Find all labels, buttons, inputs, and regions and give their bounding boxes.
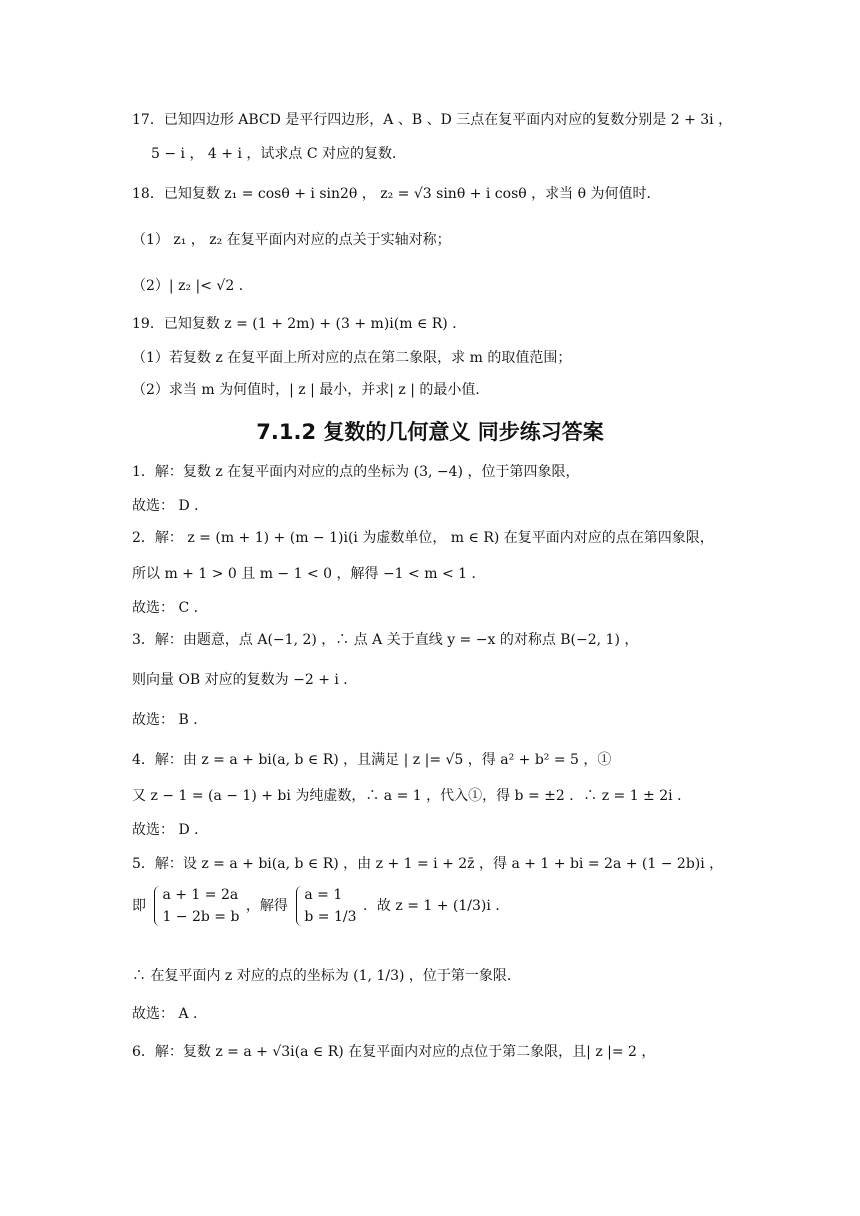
- answer-4-choice: 故选： D ．: [132, 822, 209, 838]
- answer-3-line2: 则向量 OB 对应的复数为 −2 + i ．: [132, 672, 358, 688]
- system-2-row-2: b = 1/3: [304, 909, 357, 925]
- question-17-line2: 5 − i ， 4 + i ，试求点 C 对应的复数．: [151, 146, 406, 162]
- answer-5-prefix: 即: [132, 898, 146, 914]
- answer-6-line1: 6．解：复数 z = a + √3i(a ∈ R) 在复平面内对应的点位于第二象限，且| z |= 2 ，: [132, 1044, 656, 1060]
- answer-5-line1: 5．解：设 z = a + bi(a, b ∈ R) ，由 z + 1 = i + 2z̄ ，得 a + 1 + bi = 2a + (1 − 2b)i ，: [132, 856, 724, 872]
- answers-title: 7.1.2 复数的几何意义 同步练习答案: [256, 420, 604, 444]
- system-2-row-1: a = 1: [304, 887, 343, 903]
- question-19: 19．已知复数 z = (1 + 2m) + (3 + m)i(m ∈ R) ．: [132, 316, 467, 332]
- system-1-row-2: 1 − 2b = b: [162, 909, 240, 925]
- question-18-part1: （1） z₁ ， z₂ 在复平面内对应的点关于实轴对称；: [132, 232, 451, 248]
- answer-1-choice: 故选： D ．: [132, 498, 209, 514]
- question-18-part2: （2）| z₂ |< √2 ．: [132, 278, 253, 294]
- equation-system-2: [294, 884, 356, 928]
- system-1-row-1: a + 1 = 2a: [162, 887, 239, 903]
- answer-5-mid: ，解得: [245, 898, 288, 914]
- answer-5-suffix: ．故 z = 1 + (1/3)i ．: [362, 898, 510, 914]
- answer-1-line1: 1．解：复数 z 在复平面内对应的点的坐标为 (3, −4) ，位于第四象限，: [132, 464, 580, 480]
- answer-2-line2: 所以 m + 1 > 0 且 m − 1 < 0 ，解得 −1 < m < 1 ．: [132, 566, 486, 582]
- equation-system-1: [152, 884, 239, 928]
- answer-3-line1: 3．解：由题意，点 A(−1, 2) ，∴ 点 A 关于直线 y = −x 的对称点 B(−2, 1) ，: [132, 632, 639, 648]
- answer-5-line3: ∴ 在复平面内 z 对应的点的坐标为 (1, 1/3) ，位于第一象限．: [132, 968, 521, 984]
- answer-5-systems: [132, 884, 509, 928]
- question-19-part1: （1）若复数 z 在复平面上所对应的点在第二象限，求 m 的取值范围；: [132, 350, 572, 366]
- answer-2-line1: 2．解： z = (m + 1) + (m − 1)i(i 为虚数单位， m ∈ R) 在复平面内对应的点在第四象限，: [132, 530, 714, 546]
- question-19-part2: （2）求当 m 为何值时，| z | 最小，并求| z | 的最小值．: [132, 382, 490, 398]
- answer-4-line2: 又 z − 1 = (a − 1) + bi 为纯虚数，∴ a = 1 ，代入①，得 b = ±2 ．∴ z = 1 ± 2i ．: [132, 788, 692, 804]
- answer-4-line1: 4．解：由 z = a + bi(a, b ∈ R) ，且满足 | z |= √5 ，得 a² + b² = 5 ，①: [132, 752, 612, 768]
- answer-5-choice: 故选： A ．: [132, 1006, 208, 1022]
- question-17-line1: 17．已知四边形 ABCD 是平行四边形，A 、B 、D 三点在复平面内对应的复数分别是 2 + 3i ，: [132, 112, 733, 128]
- answer-2-choice: 故选： C ．: [132, 600, 208, 616]
- answer-3-choice: 故选： B ．: [132, 712, 208, 728]
- question-18: 18．已知复数 z₁ = cosθ + i sin2θ ， z₂ = √3 sinθ + i cosθ ，求当 θ 为何值时．: [132, 186, 661, 202]
